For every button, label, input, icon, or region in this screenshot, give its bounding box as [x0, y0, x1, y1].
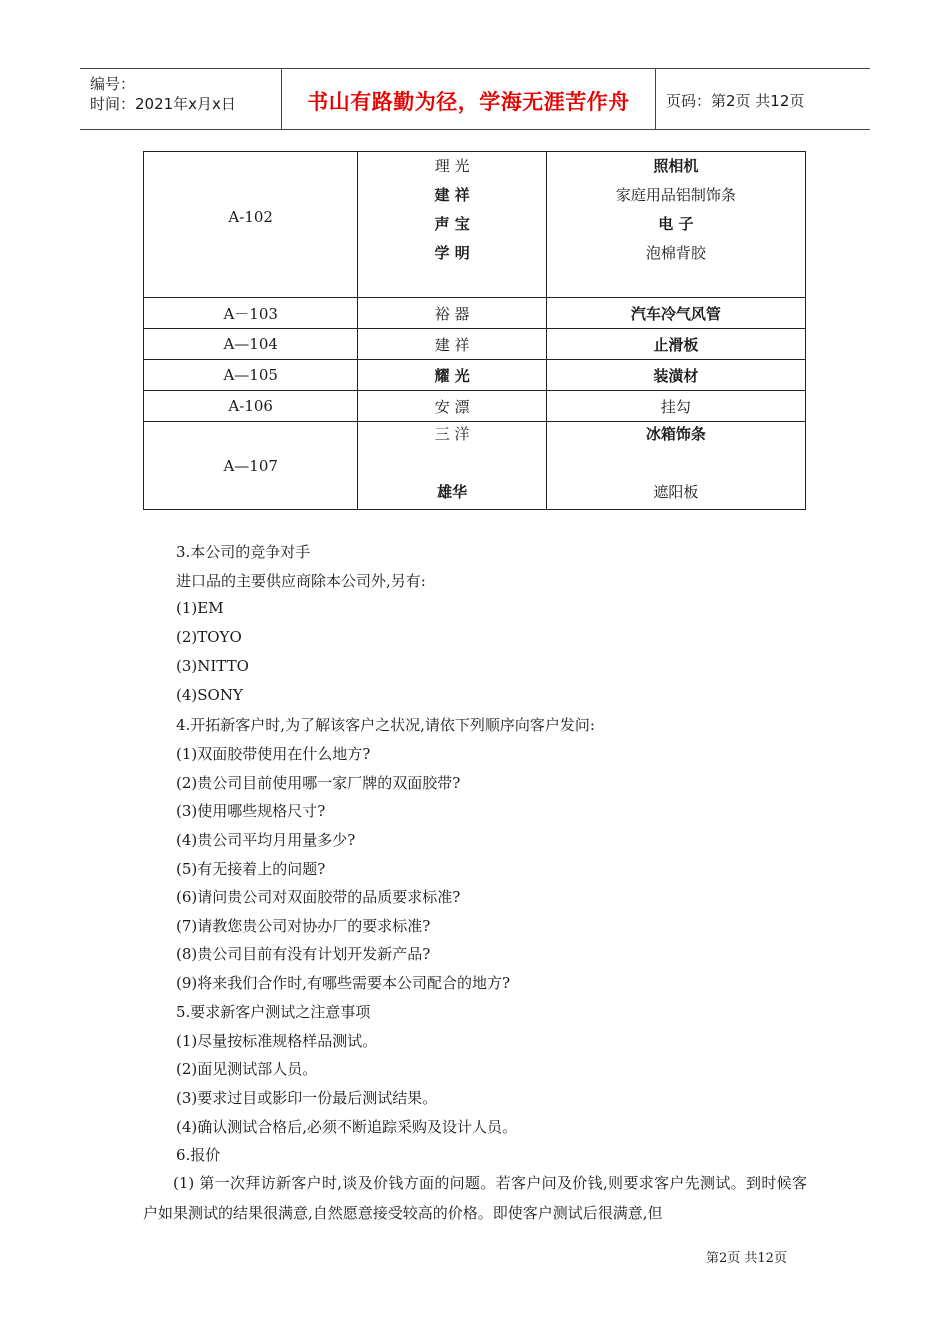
- section-4-title: 4.开拓新客户时,为了解该客户之状况,请依下列顺序向客户发问:: [176, 716, 595, 734]
- list-item: (1)EM: [176, 599, 224, 617]
- customer-product-table: [143, 151, 806, 510]
- table-cell-company: 耀 光: [358, 360, 546, 391]
- list-item: (4)确认测试合格后,必须不断追踪采购及设计人员。: [176, 1118, 518, 1136]
- table-cell-product: 汽车冷气风管: [546, 298, 805, 329]
- table-cell-company: 三 洋 雄华: [358, 422, 546, 510]
- list-item: (1)双面胶带使用在什么地方?: [176, 745, 371, 763]
- list-item: (8)贵公司目前有没有计划开发新产品?: [176, 945, 431, 963]
- table-cell-product: 冰箱饰条 遮阳板: [546, 422, 805, 510]
- section-6-title: 6.报价: [176, 1146, 221, 1164]
- page-header: [80, 68, 870, 130]
- section-3-title: 3.本公司的竞争对手: [176, 543, 311, 561]
- list-item: (5)有无接着上的问题?: [176, 860, 326, 878]
- table-row: [144, 391, 806, 422]
- table-cell-code: A-106: [144, 391, 358, 422]
- table-cell-product: 挂勾: [546, 391, 805, 422]
- list-item: (2)贵公司目前使用哪一家厂牌的双面胶带?: [176, 774, 461, 792]
- header-meta: [80, 69, 282, 129]
- list-item: (9)将来我们合作时,有哪些需要本公司配合的地方?: [176, 974, 511, 992]
- section-5-title: 5.要求新客户测试之注意事项: [176, 1003, 371, 1021]
- page-footer: 第2页 共12页: [706, 1251, 787, 1266]
- table-row: [144, 152, 806, 298]
- table-cell-company: 理 光 建 祥 声 宝 学 明: [358, 152, 546, 298]
- header-motto-cell: [282, 69, 656, 129]
- table-cell-company: 裕 器: [358, 298, 546, 329]
- table-row: [144, 298, 806, 329]
- table-row: [144, 360, 806, 391]
- table-cell-product: 止滑板: [546, 329, 805, 360]
- list-item: (3)NITTO: [176, 657, 249, 675]
- list-item: (3)要求过目或影印一份最后测试结果。: [176, 1089, 438, 1107]
- section-3-intro: 进口品的主要供应商除本公司外,另有:: [176, 572, 426, 590]
- list-item: (7)请教您贵公司对协办厂的要求标准?: [176, 917, 431, 935]
- table-cell-product: 照相机 家庭用品铝制饰条 电 子 泡棉背胶: [546, 152, 805, 298]
- table-cell-company: 安 漂: [358, 391, 546, 422]
- table-cell-product: 装潢材: [546, 360, 805, 391]
- header-page-cell: [656, 69, 870, 129]
- table-row: [144, 329, 806, 360]
- header-motto: 书山有路勤为径，学海无涯苦作舟: [307, 90, 630, 114]
- list-item: (2)面见测试部人员。: [176, 1060, 318, 1078]
- table-row: [144, 422, 806, 510]
- list-item: (1)尽量按标准规格样品测试。: [176, 1032, 378, 1050]
- list-item: (3)使用哪些规格尺寸?: [176, 802, 326, 820]
- document-date: 时间：2021年x月x日: [90, 95, 236, 113]
- table-cell-company: 建 祥: [358, 329, 546, 360]
- list-item: (4)贵公司平均月用量多少?: [176, 831, 356, 849]
- table-cell-code: A—105: [144, 360, 358, 391]
- header-page-info: 页码：第2页 共12页: [666, 92, 805, 110]
- list-item: (6)请问贵公司对双面胶带的品质要求标准?: [176, 888, 461, 906]
- section-6-paragraph: (1) 第一次拜访新客户时,谈及价钱方面的问题。若客户问及价钱,则要求客户先测试。到时候客户如果测试的结果很满意,自然愿意接受较高的价格。即使客户测试后很满意,但: [143, 1174, 807, 1222]
- table-cell-code: A—104: [144, 329, 358, 360]
- table-cell-code: A—107: [144, 422, 358, 510]
- list-item: (4)SONY: [176, 686, 243, 704]
- table-cell-code: A-102: [144, 152, 358, 298]
- list-item: (2)TOYO: [176, 628, 242, 646]
- table-cell-code: A－103: [144, 298, 358, 329]
- document-number-label: 编号：: [90, 75, 136, 93]
